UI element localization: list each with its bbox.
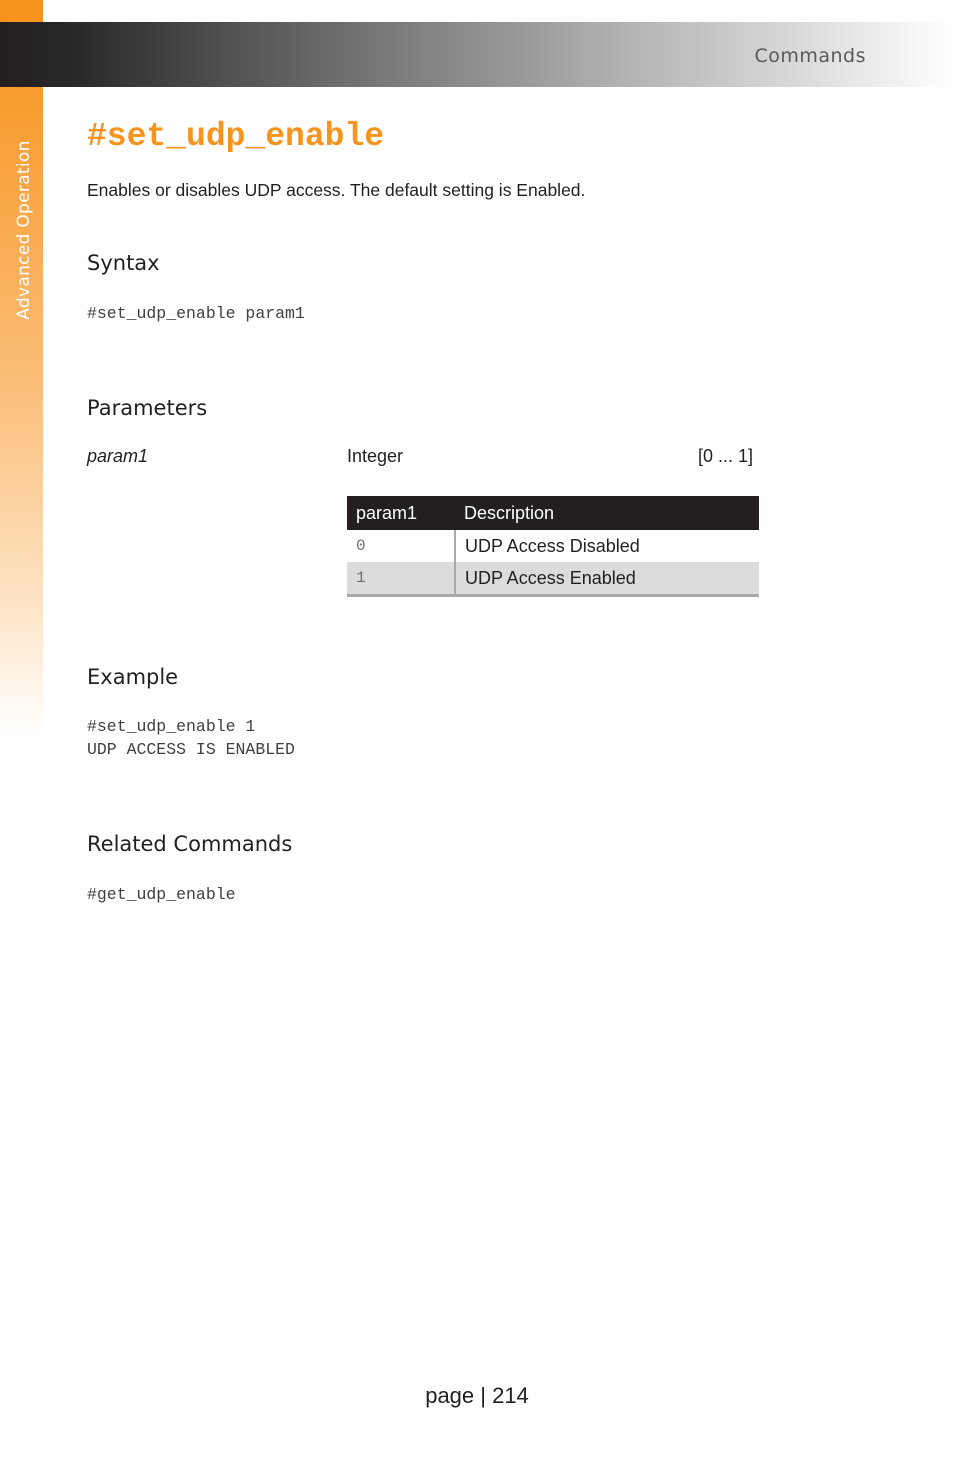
param-range: [0 ... 1] — [697, 446, 753, 466]
related-commands-heading: Related Commands — [87, 832, 293, 856]
table-header-row — [347, 496, 759, 530]
related-command: #get_udp_enable — [87, 885, 236, 904]
param-values-table — [347, 496, 759, 597]
table-row — [347, 530, 759, 562]
param-description-cell: UDP Access Disabled — [465, 535, 640, 556]
table-row — [347, 562, 759, 596]
syntax-heading: Syntax — [87, 251, 160, 275]
side-tab — [0, 0, 43, 735]
param-value-cell: 0 — [347, 530, 455, 562]
param-type: Integer — [347, 446, 404, 466]
parameters-heading: Parameters — [87, 396, 208, 420]
column-header-description: Description — [455, 496, 759, 530]
syntax-code: #set_udp_enable param1 — [87, 304, 305, 323]
example-code-line: UDP ACCESS IS ENABLED — [87, 740, 295, 759]
command-title: #set_udp_enable — [87, 118, 385, 155]
param-name: param1 — [87, 446, 149, 466]
column-header-value: param1 — [347, 496, 455, 530]
example-heading: Example — [87, 665, 179, 689]
header-section-title: Commands — [754, 45, 866, 67]
example-code-line: #set_udp_enable 1 — [87, 717, 256, 736]
side-tab-label: Advanced Operation — [14, 140, 34, 320]
command-description: Enables or disables UDP access. The default setting is Enabled. — [87, 180, 586, 200]
param-value-cell: 1 — [347, 562, 455, 596]
page-number: page | 214 — [425, 1383, 529, 1408]
param-description-cell: UDP Access Enabled — [455, 562, 759, 596]
header-bar — [0, 22, 954, 87]
